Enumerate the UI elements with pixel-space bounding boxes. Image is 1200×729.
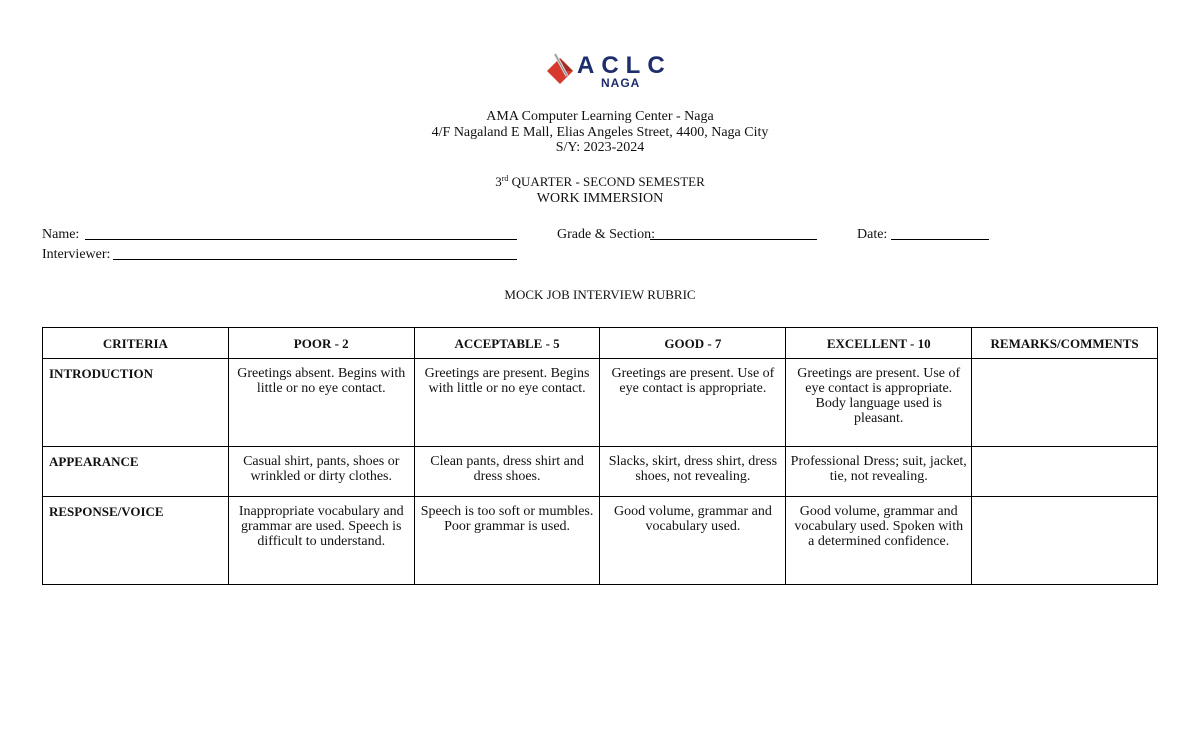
name-field[interactable]: [85, 239, 517, 240]
interviewer-label: Interviewer:: [42, 247, 111, 262]
quarter-rest: QUARTER - SECOND SEMESTER: [508, 174, 705, 189]
acceptable-cell: Clean pants, dress shirt and dress shoes.: [414, 447, 600, 497]
col-excellent-header: EXCELLENT - 10: [786, 328, 972, 359]
acceptable-cell: Speech is too soft or mumbles. Poor grammar is used.: [414, 497, 600, 585]
school-year: S/Y: 2023-2024: [555, 140, 645, 155]
date-field[interactable]: [891, 239, 989, 240]
col-poor-header: POOR - 2: [228, 328, 414, 359]
quarter-heading: [0, 174, 1200, 190]
aclc-logo: [546, 52, 672, 92]
grade-section-field[interactable]: [650, 239, 817, 240]
rubric-table: [42, 327, 1158, 585]
remarks-cell[interactable]: [972, 497, 1158, 585]
diamond-logo-icon: [546, 52, 576, 84]
excellent-cell: Greetings are present. Use of eye contact is appropriate. Body language used is pleasant.: [786, 359, 972, 447]
table-row: [43, 359, 1158, 447]
quarter-suffix: rd: [501, 174, 509, 183]
acceptable-cell: Greetings are present. Begins with little or no eye contact.: [414, 359, 600, 447]
poor-cell: Greetings absent. Begins with little or no eye contact.: [228, 359, 414, 447]
good-cell: Slacks, skirt, dress shirt, dress shoes, not revealing.: [600, 447, 786, 497]
quarter-number: 3: [495, 174, 502, 189]
excellent-cell: Good volume, grammar and vocabulary used. Spoken with a determined confidence.: [786, 497, 972, 585]
poor-cell: Casual shirt, pants, shoes or wrinkled or dirty clothes.: [228, 447, 414, 497]
name-label: Name:: [42, 227, 80, 242]
school-address: 4/F Nagaland E Mall, Elias Angeles Street, 4400, Naga City: [431, 125, 769, 140]
interviewer-field[interactable]: [113, 259, 517, 260]
good-cell: Greetings are present. Use of eye contact is appropriate.: [600, 359, 786, 447]
subject-heading: WORK IMMERSION: [536, 191, 664, 206]
school-name: AMA Computer Learning Center - Naga: [486, 109, 714, 124]
excellent-cell: Professional Dress; suit, jacket, tie, not revealing.: [786, 447, 972, 497]
col-good-header: GOOD - 7: [600, 328, 786, 359]
criteria-cell: INTRODUCTION: [43, 359, 229, 447]
logo-main-text: ACLC: [577, 52, 672, 79]
table-row: [43, 447, 1158, 497]
grade-section-label: Grade & Section:: [557, 227, 655, 242]
criteria-cell: APPEARANCE: [43, 447, 229, 497]
remarks-cell[interactable]: [972, 447, 1158, 497]
table-row: [43, 497, 1158, 585]
rubric-title: MOCK JOB INTERVIEW RUBRIC: [504, 287, 696, 302]
poor-cell: Inappropriate vocabulary and grammar are used. Speech is difficult to understand.: [228, 497, 414, 585]
header-row: [43, 328, 1158, 359]
criteria-cell: RESPONSE/VOICE: [43, 497, 229, 585]
good-cell: Good volume, grammar and vocabulary used.: [600, 497, 786, 585]
col-criteria-header: CRITERIA: [43, 328, 229, 359]
col-acceptable-header: ACCEPTABLE - 5: [414, 328, 600, 359]
col-remarks-header: REMARKS/COMMENTS: [972, 328, 1158, 359]
date-label: Date:: [857, 227, 888, 242]
logo-sub-text: NAGA: [601, 76, 641, 90]
remarks-cell[interactable]: [972, 359, 1158, 447]
